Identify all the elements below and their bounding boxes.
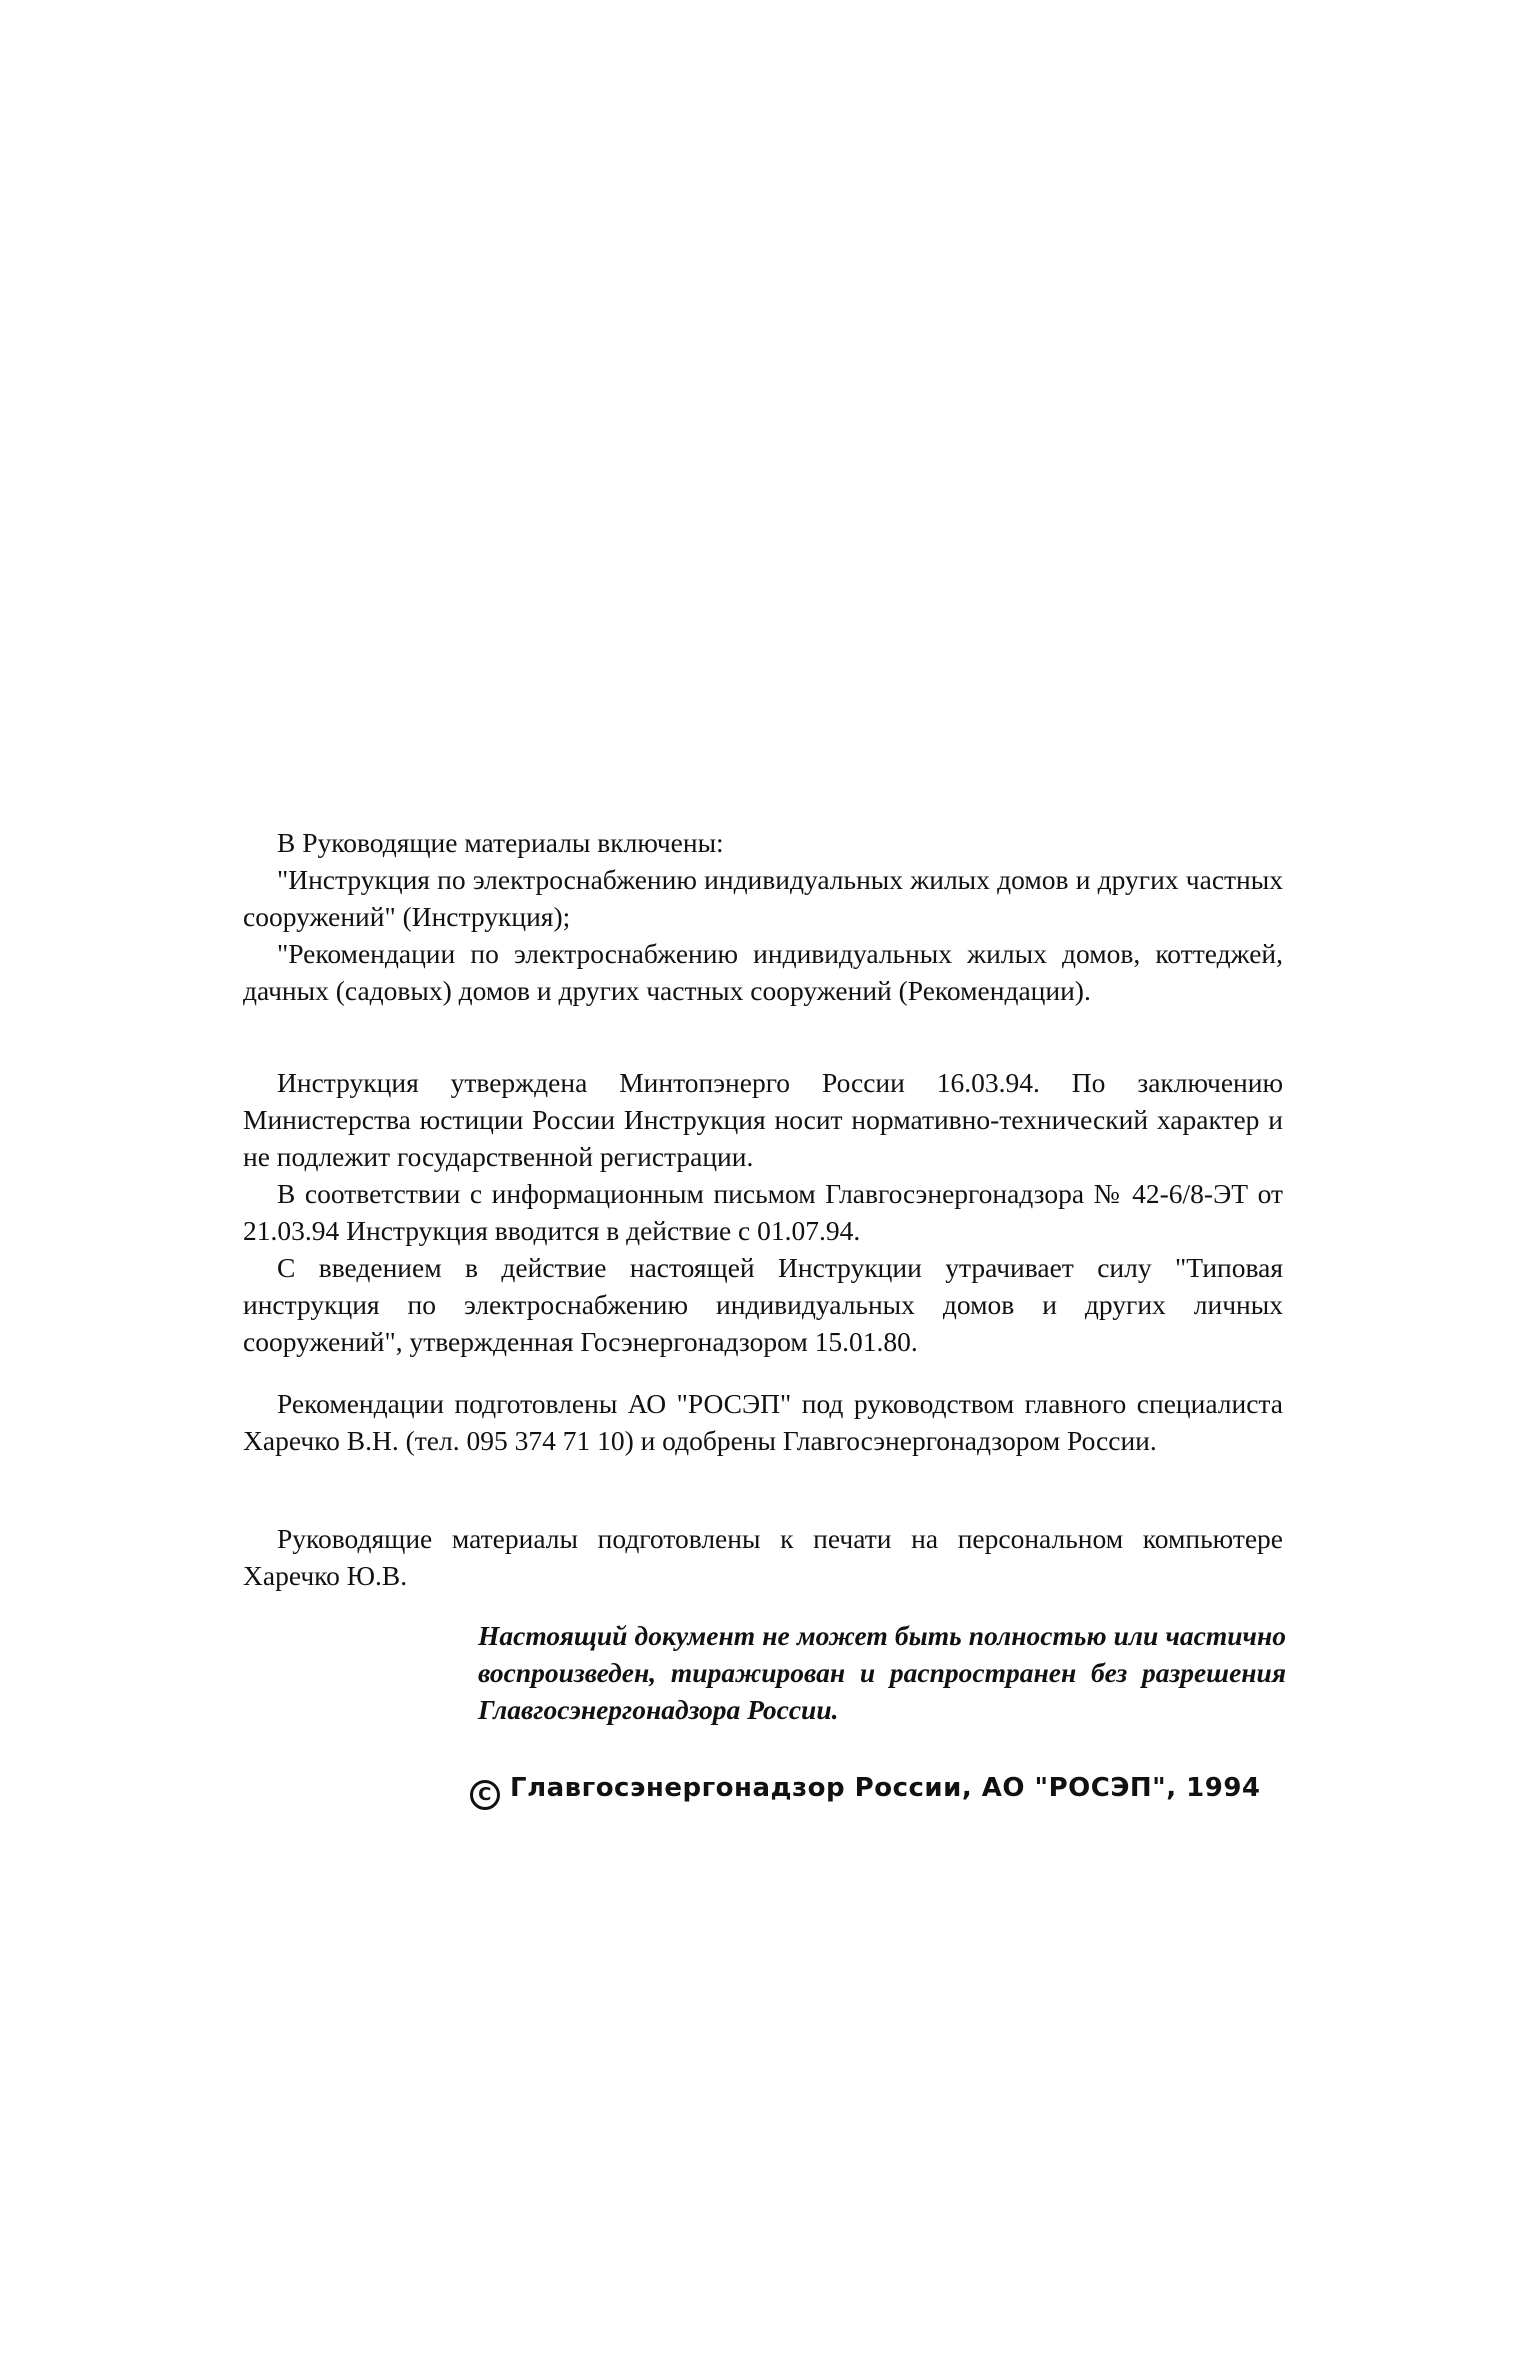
recommendations-paragraph: Рекомендации подготовлены АО "РОСЭП" под руководством главного специалиста Харечко В.Н. (тел. 095 374 71 10) и одобрены Главгосэнергонадзором России. — [243, 1388, 1283, 1456]
contents-item-recommendations: "Рекомендации по электроснабжению индивидуальных жилых домов, коттеджей, дачных (садовых) домов и других частных сооружений (Рекомендации). — [243, 938, 1283, 1006]
contents-heading: В Руководящие материалы включены: — [277, 827, 724, 858]
contents-item-instruction: "Инструкция по электроснабжению индивидуальных жилых домов и других частных сооружений" (Инструкция); — [243, 864, 1283, 932]
reproduction-notice: Настоящий документ не может быть полностью или частично воспроизведен, тиражирован и распространен без разрешения Главгосэнергонадзора России. — [478, 1620, 1286, 1725]
instruction-approval-paragraph: Инструкция утверждена Минтопэнерго России 16.03.94. По заключению Министерства юстиции России Инструкция носит нормативно-технический характер и не подлежит государственной регистрации. — [243, 1067, 1283, 1172]
contents-section — [243, 824, 1283, 1009]
instruction-effective-paragraph: В соответствии с информационным письмом Главгосэнергонадзора № 42-6/8-ЭТ от 21.03.94 Инструкция вводится в действие с 01.07.94. — [243, 1178, 1283, 1246]
instruction-supersedes-paragraph: С введением в действие настоящей Инструкции утрачивает силу "Типовая инструкция по электроснабжению индивидуальных домов и других личных сооружений", утвержденная Госэнергонадзором 15.01.80. — [243, 1252, 1283, 1357]
copyright-icon: C — [470, 1780, 500, 1810]
copyright-text: Главгосэнергонадзор России, АО "РОСЭП", 1994 — [510, 1773, 1261, 1803]
instruction-section — [243, 1064, 1283, 1360]
prepared-section — [243, 1520, 1283, 1594]
recommendations-section — [243, 1385, 1283, 1459]
copyright-line — [470, 1773, 1290, 1810]
prepared-paragraph: Руководящие материалы подготовлены к печати на персональном компьютере Харечко Ю.В. — [243, 1523, 1283, 1591]
